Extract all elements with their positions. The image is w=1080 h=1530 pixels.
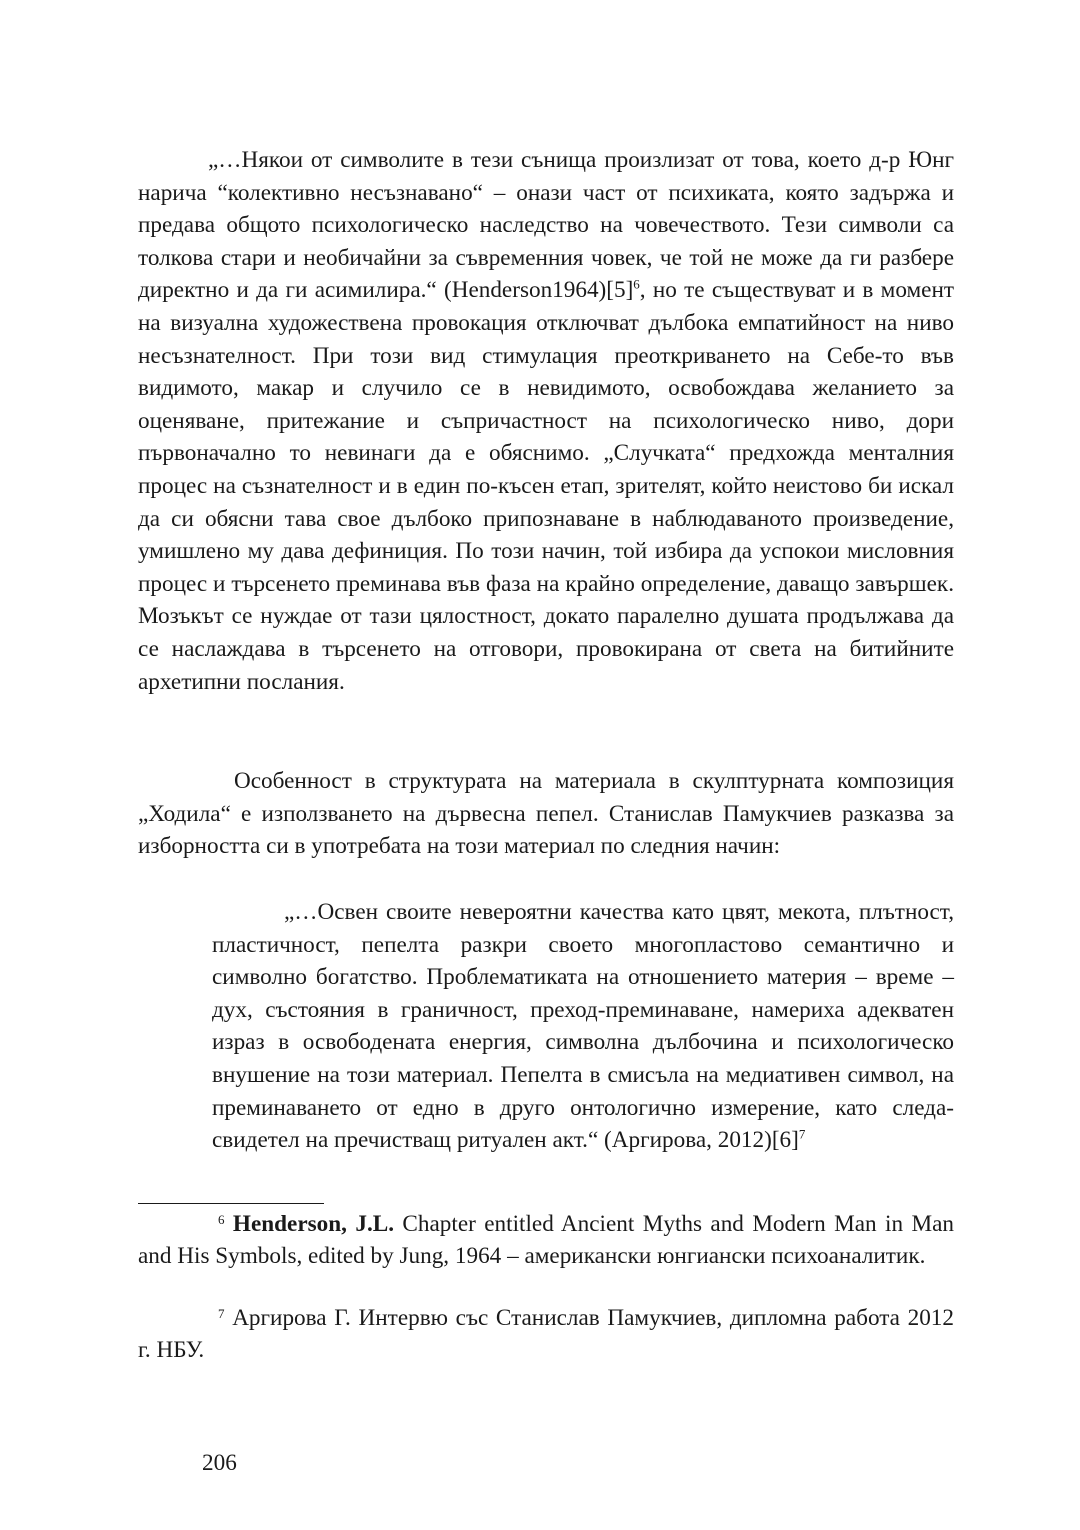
footnote-6-number: 6	[218, 1212, 225, 1227]
paragraph-2-text: Особенност в структурата на материала в скулптурната композиция „Ходила“ е използването на дървесна пепел. Станислав Памукчиев разказва за изборността си в употребата на този материал по следния начин:	[138, 768, 954, 860]
body-paragraph-2	[138, 765, 954, 863]
footnote-7-number: 7	[218, 1306, 225, 1321]
footnote-ref-7[interactable]: 7	[798, 1126, 806, 1142]
body-paragraph-1	[138, 144, 954, 698]
footnote-ref-6[interactable]: 6	[633, 276, 640, 292]
page-number: 206	[202, 1450, 237, 1476]
footnote-6	[138, 1208, 954, 1272]
footnote-separator	[138, 1203, 324, 1204]
paragraph-1-text-end: , но те съществуват и в момент на визуална художествена провокация отключват дълбока емпатийност на ниво несъзнателност. При този вид стимулация преоткриването на Себе-то във видимото, макар и случило се в невидимото, освобождава желанието за оценяване, притежание и съпричастност на психологическо ниво, дори първоначално то невинаги да е обяснимо. „Случката“ предхожда менталния процес на съзнателност и в един по-късен етап, зрителят, който неистово би искал да си обясни тава свое дълбоко припознаване в наблюдаваното произведение, умишлено му дава дефиниция. По този начин, той избира да успокои мисловния процес и търсенето преминава във фаза на крайно определение, даващо завършек. Мозъкът се нуждае от тази цялостност, докато паралелно душата продължава да се наслаждава в търсенето на отговори, провокирана от света на битийните архетипни послания.	[138, 277, 954, 695]
block-quote-text: „…Освен своите невероятни качества като цвят, мекота, плътност, пластичност, пепелта разкри своето многопластово семантично и символно богатство. Проблематиката на отношението материя – време – дух, състояния в граничност, преход-преминаване, намериха адекватен израз в освободената енергия, символна дълбочина и психологическо внушение на този материал. Пепелта в смисъла на медиативен символ, на преминаването от едно в друго онтологично измерение, като следа-свидетел на пречистващ ритуален акт.“ (Аргирова, 2012)[6]	[212, 899, 954, 1154]
footnote-6-text: Chapter entitled Ancient Myths and Modern Man in Man and His Symbols, edited by Jung, 1964 – американски юнгиански психоаналитик.	[138, 1211, 955, 1269]
block-quote	[212, 896, 954, 1157]
footnote-7	[138, 1302, 954, 1366]
footnote-6-author: Henderson, J.L.	[232, 1211, 395, 1237]
footnote-7-text: Аргирова Г. Интервю със Станислав Памукчиев, дипломна работа 2012 г. НБУ.	[138, 1305, 954, 1363]
paragraph-1-text-start: „…Някои от символите в тези сънища произлизат от това, което д-р Юнг нарича “колективно несъзнавано“ – онази част от психиката, която задържа и предава общото психологическо наследство на човечеството. Тези символи са толкова стари и необичайни за съвременния човек, че той не може да ги разбере директно и да ги асимилира.“ (Henderson1964)[5]	[138, 147, 954, 304]
